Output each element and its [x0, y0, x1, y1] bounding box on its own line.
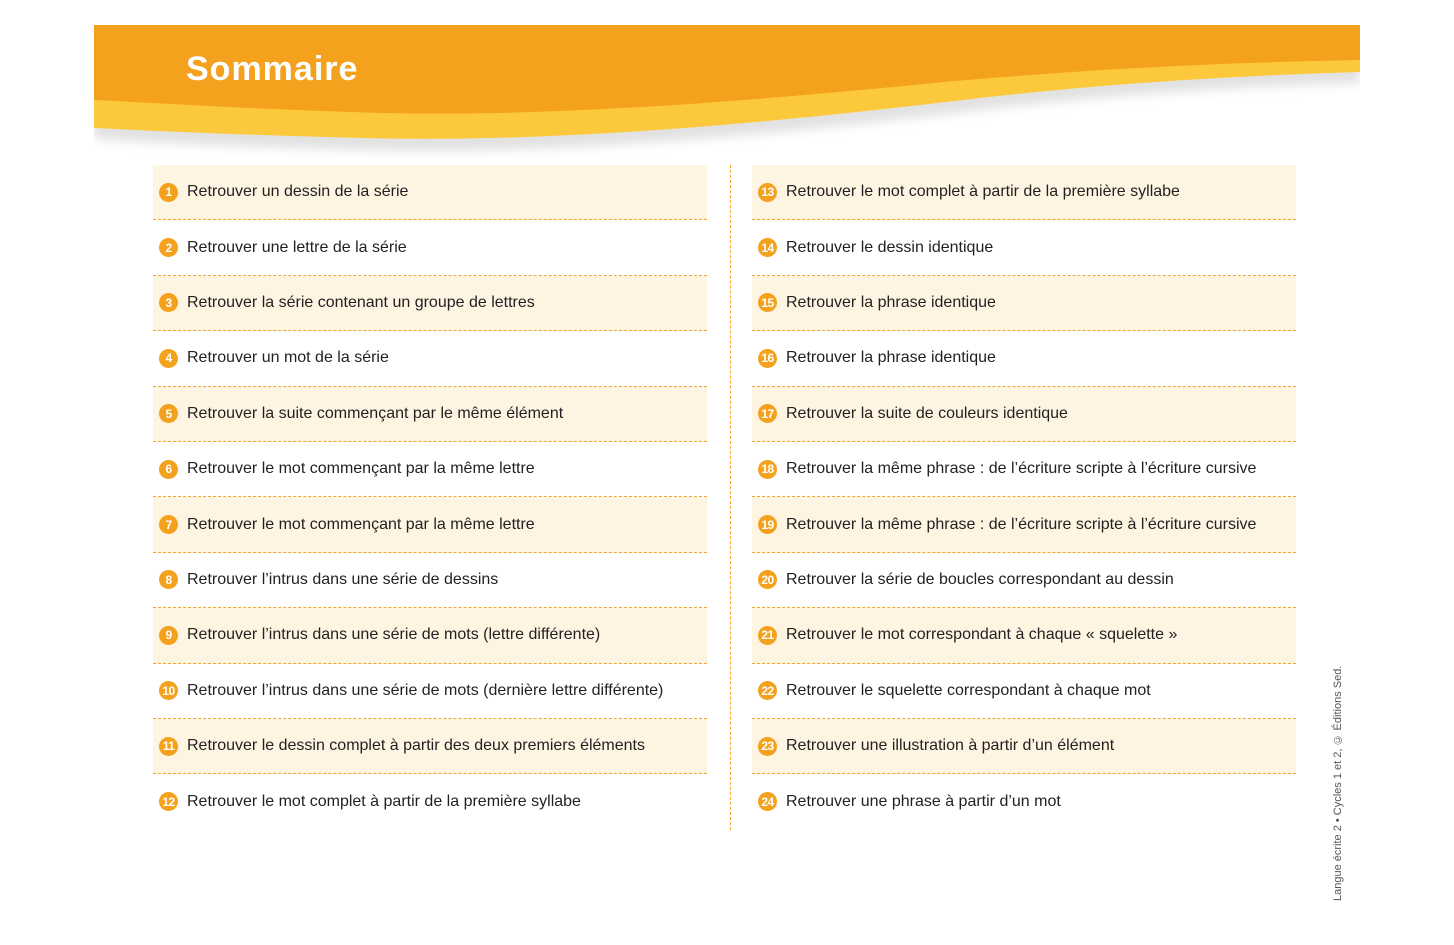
- item-label: Retrouver une phrase à partir d’un mot: [786, 792, 1061, 810]
- item-number-badge: 14: [758, 238, 777, 257]
- item-number-badge: 7: [159, 515, 178, 534]
- copyright-credit: Langue écrite 2 • Cycles 1 et 2, © Éditions Sed.: [1332, 665, 1344, 901]
- toc-right-column: [752, 165, 1296, 830]
- item-number-badge: 1: [159, 183, 178, 202]
- toc-item: [752, 165, 1296, 220]
- item-label: Retrouver la phrase identique: [786, 293, 996, 311]
- toc-left-column: [153, 165, 707, 830]
- item-number-badge: 12: [159, 792, 178, 811]
- toc-item: [153, 387, 707, 442]
- item-label: Retrouver le squelette correspondant à chaque mot: [786, 681, 1151, 699]
- toc-item: [752, 608, 1296, 663]
- toc-item: [752, 774, 1296, 829]
- column-divider: [730, 165, 731, 830]
- item-number-badge: 21: [758, 626, 777, 645]
- item-label: Retrouver la suite de couleurs identique: [786, 404, 1068, 422]
- item-label: Retrouver l’intrus dans une série de dessins: [187, 570, 499, 588]
- item-label: Retrouver le dessin identique: [786, 238, 994, 256]
- item-number-badge: 6: [159, 460, 178, 479]
- item-label: Retrouver le mot commençant par la même lettre: [187, 515, 535, 533]
- toc-item: [153, 608, 707, 663]
- item-label: Retrouver le mot correspondant à chaque « squelette »: [786, 626, 1178, 644]
- toc-item: [752, 276, 1296, 331]
- item-label: Retrouver un dessin de la série: [187, 183, 409, 201]
- item-number-badge: 11: [159, 737, 178, 756]
- toc-item: [153, 664, 707, 719]
- toc-item: [752, 719, 1296, 774]
- toc-item: [153, 497, 707, 552]
- item-label: Retrouver l’intrus dans une série de mots (dernière lettre différente): [187, 681, 664, 699]
- toc-item: [752, 442, 1296, 497]
- toc-item: [153, 331, 707, 386]
- toc-item: [752, 664, 1296, 719]
- toc-item: [752, 331, 1296, 386]
- toc-item: [752, 220, 1296, 275]
- toc-item: [153, 165, 707, 220]
- item-label: Retrouver le dessin complet à partir des deux premiers éléments: [187, 737, 645, 755]
- toc-item: [153, 220, 707, 275]
- item-label: Retrouver l’intrus dans une série de mots (lettre différente): [187, 626, 601, 644]
- item-label: Retrouver la suite commençant par le même élément: [187, 404, 564, 422]
- toc-item: [153, 553, 707, 608]
- item-number-badge: 24: [758, 792, 777, 811]
- toc-item: [153, 442, 707, 497]
- item-label: Retrouver la phrase identique: [786, 349, 996, 367]
- item-number-badge: 3: [159, 293, 178, 312]
- item-number-badge: 22: [758, 681, 777, 700]
- item-label: Retrouver le mot commençant par la même lettre: [187, 460, 535, 478]
- item-number-badge: 8: [159, 570, 178, 589]
- item-label: Retrouver la même phrase : de l’écriture scripte à l’écriture cursive: [786, 515, 1257, 533]
- item-number-badge: 16: [758, 349, 777, 368]
- item-number-badge: 13: [758, 183, 777, 202]
- item-label: Retrouver la même phrase : de l’écriture scripte à l’écriture cursive: [786, 460, 1257, 478]
- toc-item: [153, 719, 707, 774]
- toc-item: [153, 774, 707, 829]
- header-banner: [94, 25, 1360, 160]
- item-label: Retrouver une lettre de la série: [187, 238, 407, 256]
- item-label: Retrouver un mot de la série: [187, 349, 389, 367]
- toc-item: [153, 276, 707, 331]
- item-number-badge: 15: [758, 293, 777, 312]
- toc-item: [752, 387, 1296, 442]
- page-title: Sommaire: [186, 50, 359, 88]
- item-label: Retrouver la série contenant un groupe de lettres: [187, 293, 535, 311]
- item-number-badge: 2: [159, 238, 178, 257]
- item-number-badge: 19: [758, 515, 777, 534]
- item-label: Retrouver le mot complet à partir de la première syllabe: [187, 792, 581, 810]
- banner-wave-graphic: [94, 25, 1360, 160]
- item-number-badge: 18: [758, 460, 777, 479]
- item-number-badge: 5: [159, 404, 178, 423]
- item-label: Retrouver la série de boucles correspondant au dessin: [786, 570, 1174, 588]
- item-number-badge: 10: [159, 681, 178, 700]
- item-number-badge: 20: [758, 570, 777, 589]
- item-number-badge: 17: [758, 404, 777, 423]
- item-number-badge: 4: [159, 349, 178, 368]
- toc-item: [752, 497, 1296, 552]
- item-label: Retrouver une illustration à partir d’un élément: [786, 737, 1115, 755]
- item-number-badge: 9: [159, 626, 178, 645]
- toc-item: [752, 553, 1296, 608]
- item-label: Retrouver le mot complet à partir de la première syllabe: [786, 183, 1180, 201]
- item-number-badge: 23: [758, 737, 777, 756]
